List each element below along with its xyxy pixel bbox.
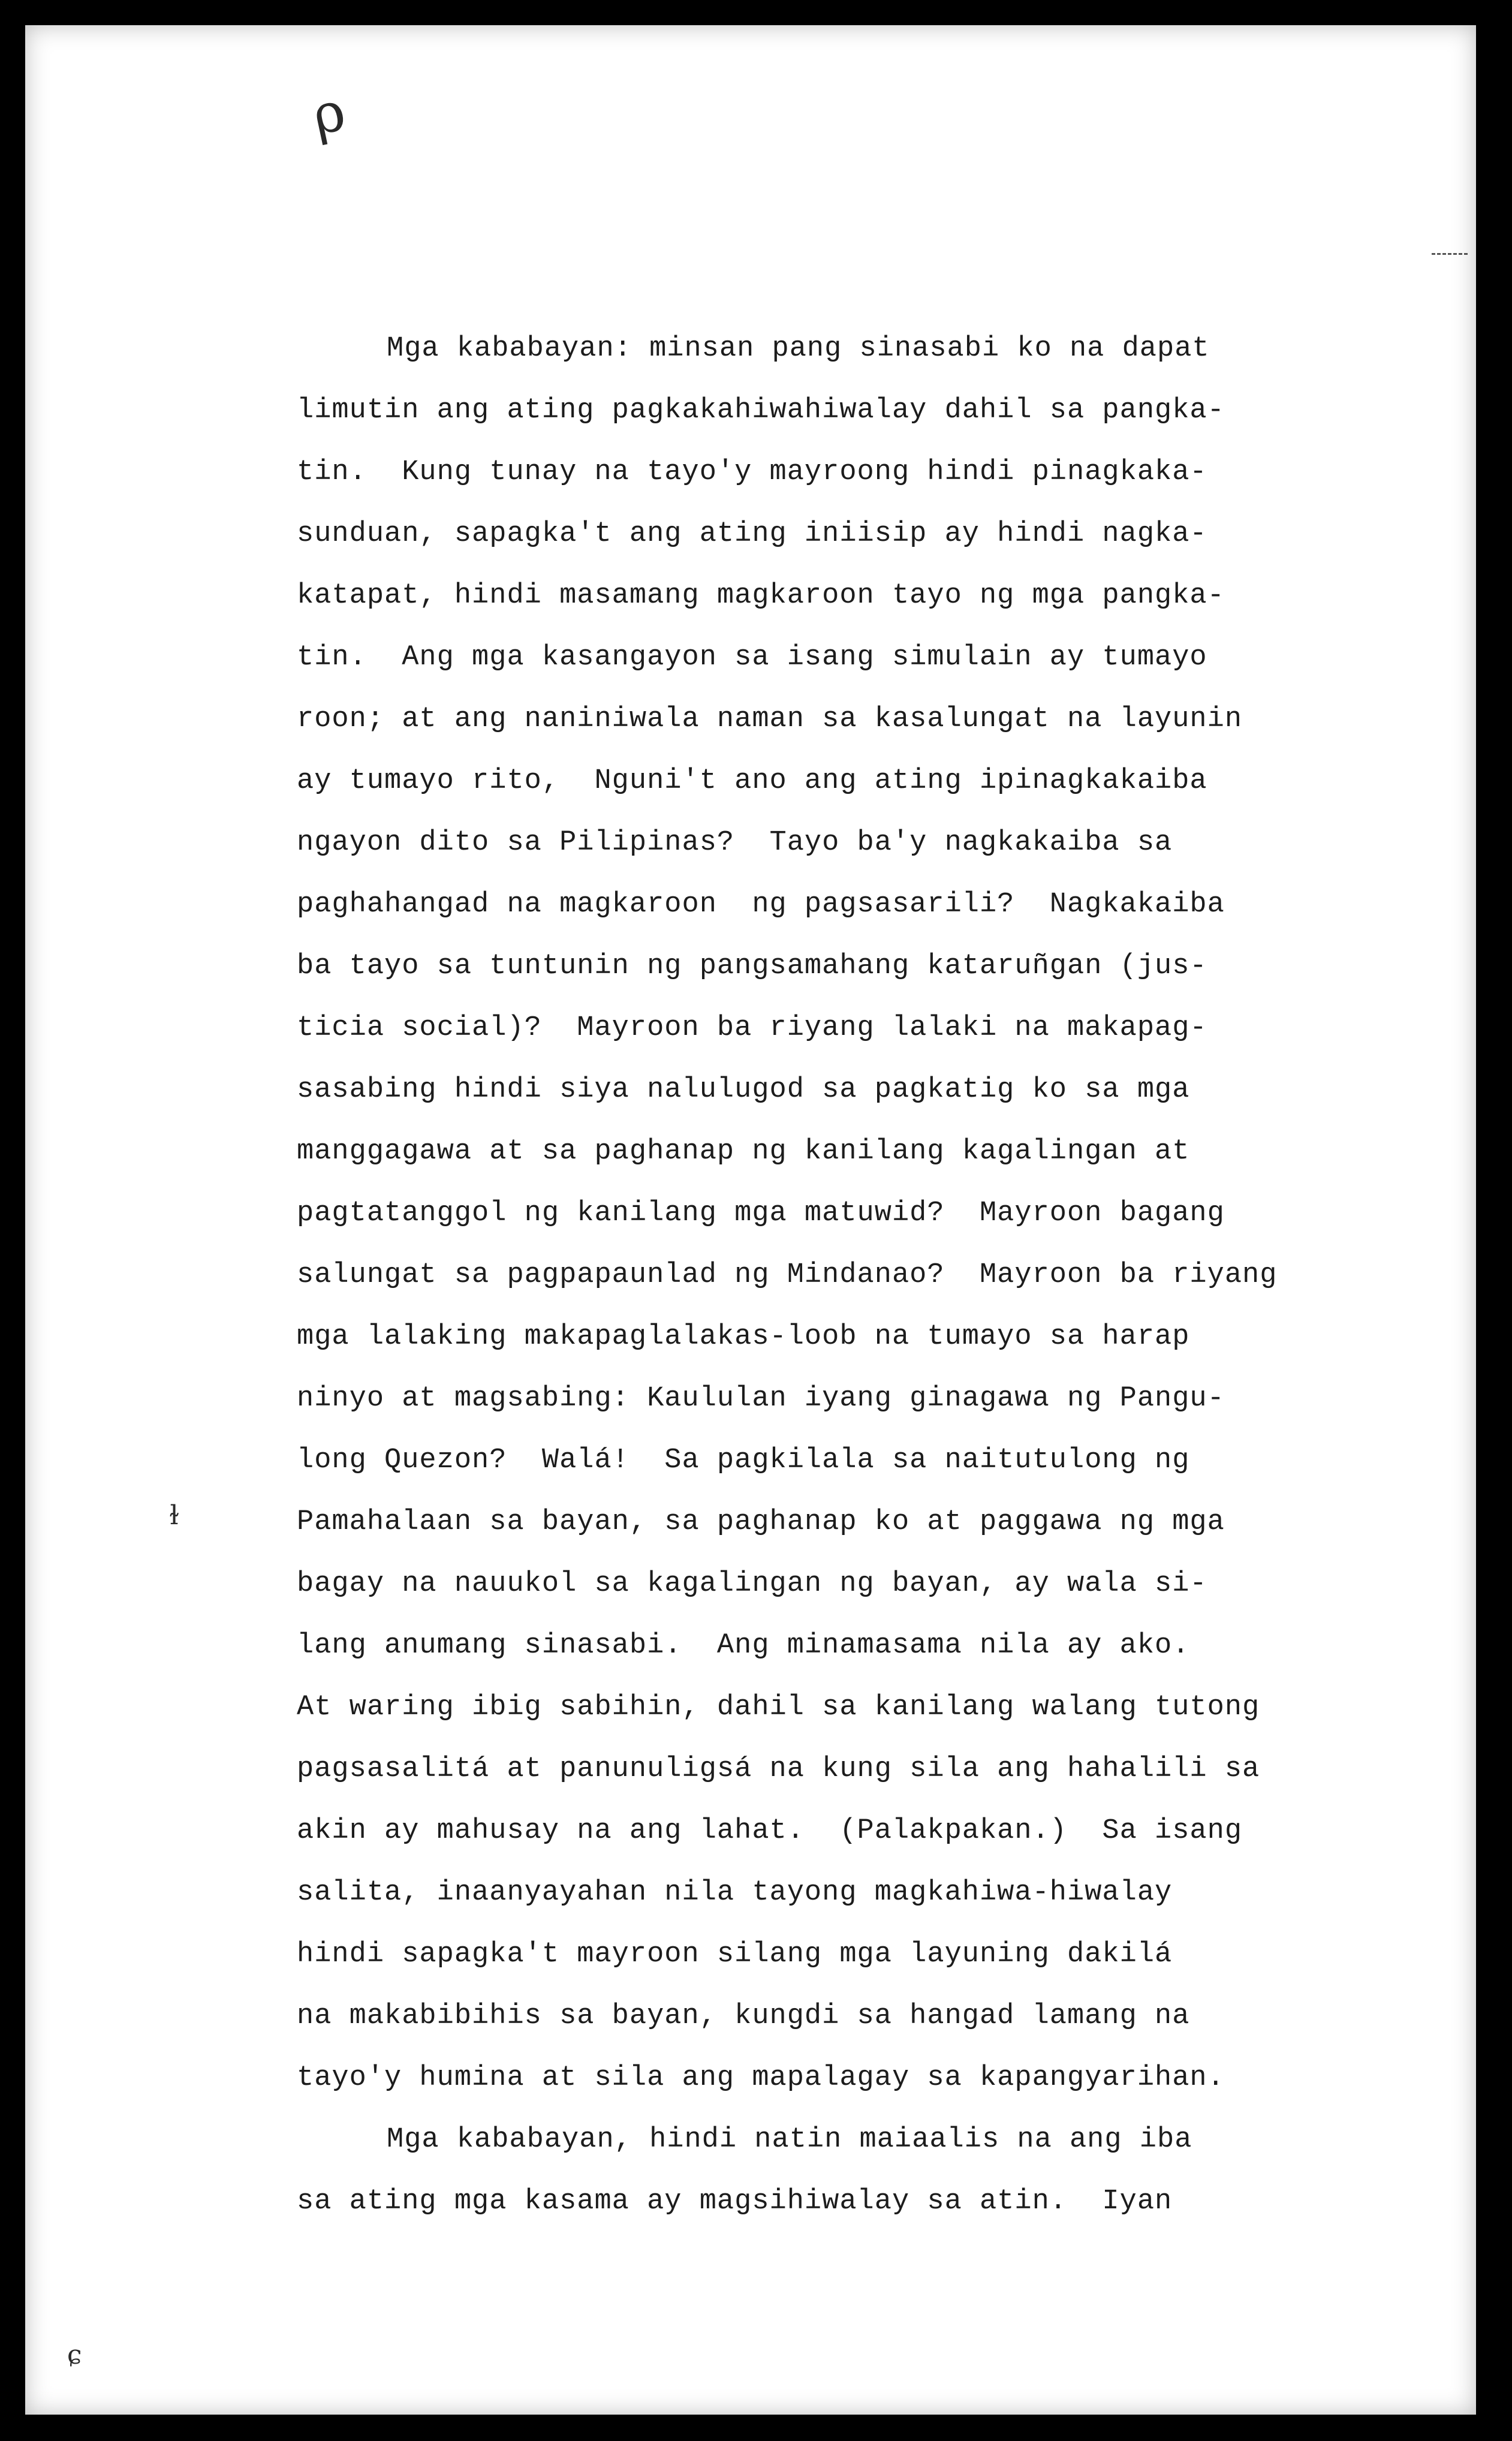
text-line: long Quezon? Walá! Sa pagkilala sa naitutulong ng	[297, 1444, 1190, 1476]
text-line: pagtatanggol ng kanilang mga matuwid? Mayroon bagang	[297, 1197, 1225, 1229]
margin-mark-bottom: ɕ	[67, 2340, 82, 2370]
text-line: Mga kababayan, hindi natin maiaalis na ang iba	[387, 2124, 1192, 2156]
text-line: hindi sapagka't mayroon silang mga layuning dakilá	[297, 1939, 1173, 1970]
text-line: manggagawa at sa paghanap ng kanilang kagalingan at	[297, 1136, 1190, 1167]
text-line: ticia social)? Mayroon ba riyang lalaki na makapag-	[297, 1012, 1207, 1044]
text-line: pagsasalitá at panunuligsá na kung sila ang hahalili sa	[297, 1753, 1260, 1785]
text-line: tin. Kung tunay na tayo'y mayroong hindi pinagkaka-	[297, 456, 1207, 488]
text-line: limutin ang ating pagkakahiwahiwalay dahil sa pangka-	[297, 395, 1225, 426]
text-line: Mga kababayan: minsan pang sinasabi ko na dapat	[387, 333, 1210, 365]
typed-text-body	[297, 318, 1376, 2232]
text-line: ay tumayo rito, Nguni't ano ang ating ipinagkakaiba	[297, 765, 1207, 797]
handwritten-page-mark: ρ	[306, 79, 351, 148]
text-line: sasabing hindi siya nalulugod sa pagkatig ko sa mga	[297, 1074, 1190, 1106]
margin-mark-left: ɫ	[169, 1500, 179, 1531]
text-line: roon; at ang naniniwala naman sa kasalungat na layunin	[297, 703, 1243, 735]
text-line: akin ay mahusay na ang lahat. (Palakpakan.) Sa isang	[297, 1815, 1243, 1847]
text-line: salita, inaanyayahan nila tayong magkahiwa-hiwalay	[297, 1877, 1173, 1909]
edge-tick-mark	[1432, 253, 1468, 257]
text-line: At waring ibig sabihin, dahil sa kanilang walang tutong	[297, 1691, 1260, 1723]
text-line: ninyo at magsabing: Kaululan iyang ginagawa ng Pangu-	[297, 1383, 1225, 1414]
text-line: tayo'y humina at sila ang mapalagay sa kapangyarihan.	[297, 2062, 1225, 2094]
text-line: na makabibihis sa bayan, kungdi sa hangad lamang na	[297, 2000, 1190, 2032]
text-line: salungat sa pagpapaunlad ng Mindanao? Mayroon ba riyang	[297, 1259, 1278, 1291]
text-line: mga lalaking makapaglalakas-loob na tumayo sa harap	[297, 1321, 1190, 1353]
document-page	[25, 25, 1476, 2415]
text-line: bagay na nauukol sa kagalingan ng bayan, ay wala si-	[297, 1568, 1207, 1600]
text-line: katapat, hindi masamang magkaroon tayo ng mga pangka-	[297, 580, 1225, 612]
text-line: sunduan, sapagka't ang ating iniisip ay hindi nagka-	[297, 518, 1207, 550]
text-line: sa ating mga kasama ay magsihiwalay sa atin. Iyan	[297, 2186, 1173, 2217]
text-line: Pamahalaan sa bayan, sa paghanap ko at paggawa ng mga	[297, 1506, 1225, 1538]
text-line: lang anumang sinasabi. Ang minamasama nila ay ako.	[297, 1630, 1190, 1662]
text-line: ba tayo sa tuntunin ng pangsamahang kataruñgan (jus-	[297, 950, 1207, 982]
text-line: tin. Ang mga kasangayon sa isang simulain ay tumayo	[297, 642, 1207, 673]
text-line: paghahangad na magkaroon ng pagsasarili? Nagkakaiba	[297, 889, 1225, 920]
text-line: ngayon dito sa Pilipinas? Tayo ba'y nagkakaiba sa	[297, 827, 1173, 859]
